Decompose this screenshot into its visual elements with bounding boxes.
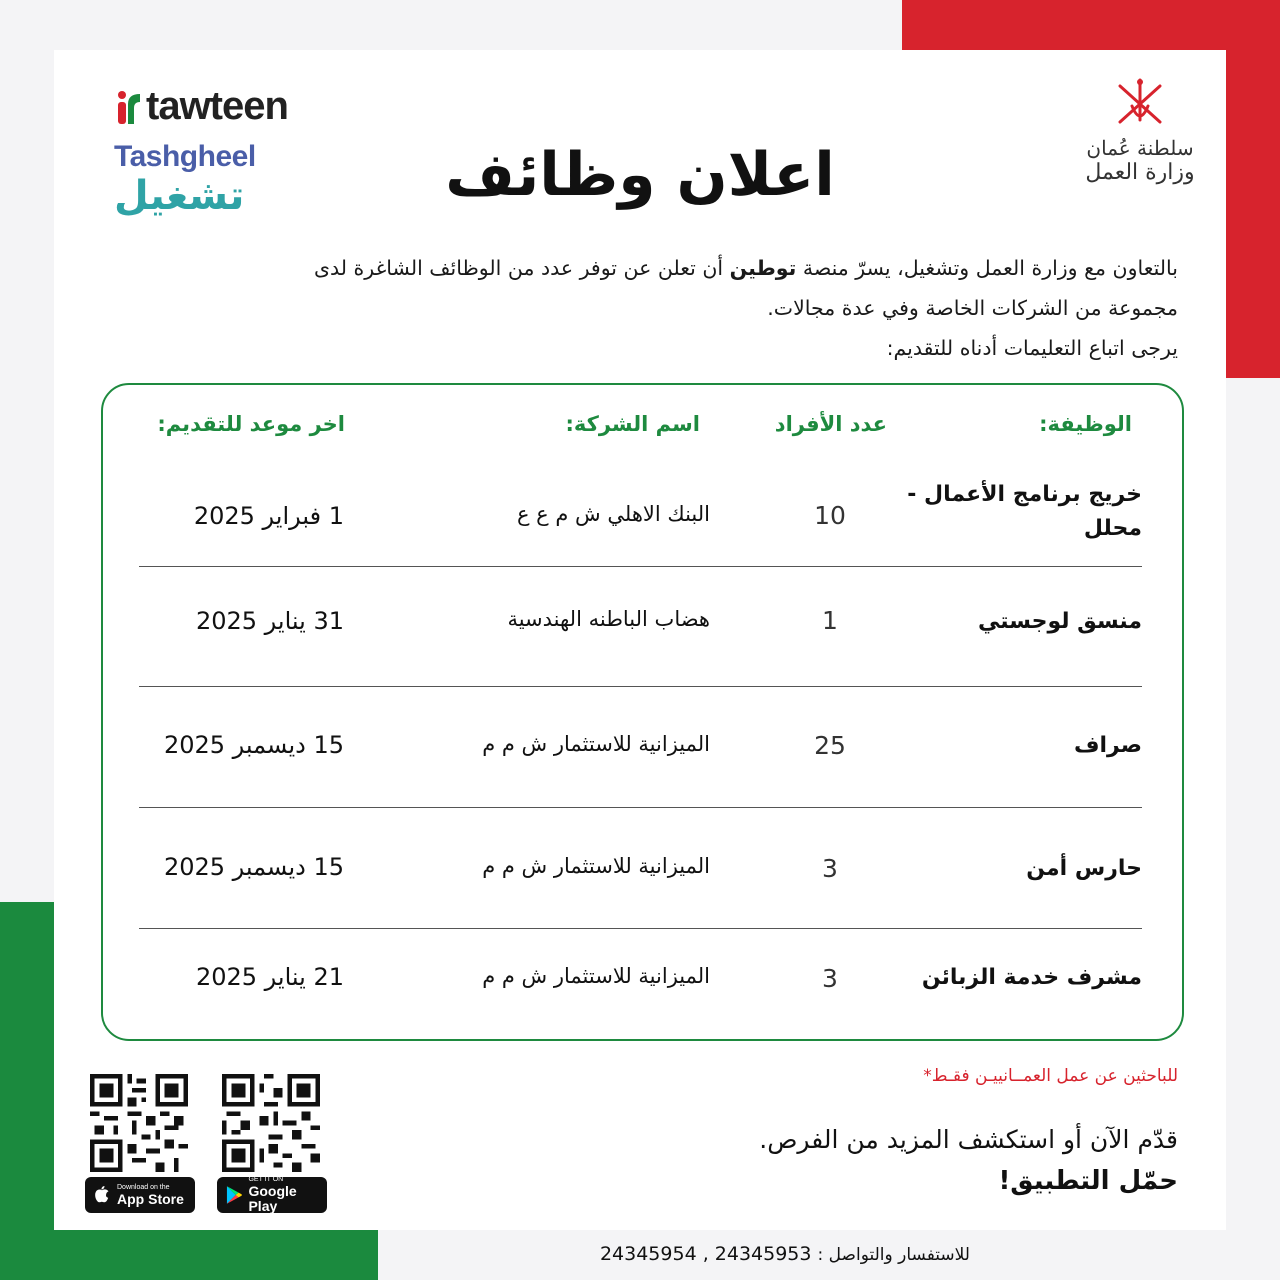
header-count: عدد الأفراد [774, 412, 887, 436]
app-store-qr-code[interactable] [90, 1074, 188, 1172]
google-play-button[interactable] [217, 1177, 327, 1213]
header-deadline: اخر موعد للتقديم: [157, 412, 345, 436]
intro-line-2: مجموعة من الشركات الخاصة وفي عدة مجالات. [767, 296, 1178, 320]
row-2-count: 1 [822, 606, 838, 635]
header-company: اسم الشركة: [565, 412, 700, 436]
row-2-job: منسق لوجستي [977, 609, 1142, 634]
tashgheel-wordmark-ar: تشغيل [114, 173, 245, 219]
row-1-job: خريج برنامج الأعمال - محلل [907, 482, 1142, 541]
intro-line-3: يرجى اتباع التعليمات أدناه للتقديم: [886, 336, 1178, 360]
row-1-count: 10 [814, 501, 846, 530]
row-4-company: الميزانية للاستثمار ش م م [482, 854, 710, 878]
row-5-company: الميزانية للاستثمار ش م م [482, 964, 710, 988]
row-5-deadline: 21 يناير 2025 [195, 963, 344, 991]
ministry-line-sultanate: سلطنة عُمان [1086, 136, 1194, 160]
tawteen-wordmark: tawteen [146, 84, 288, 128]
intro-text-b: أن تعلن عن توفر عدد من الوظائف الشاغرة لدى [313, 256, 730, 280]
row-4-count: 3 [822, 854, 838, 883]
app-store-small-text: Download on the [117, 1183, 170, 1191]
row-4-deadline: 15 ديسمبر 2025 [163, 853, 344, 881]
row-1-deadline: 1 فبراير 2025 [193, 502, 344, 530]
contact-label: للاستفسار والتواصل : [817, 1245, 970, 1265]
tawteen-mark-icon [114, 88, 144, 126]
row-divider [139, 566, 1142, 567]
omani-only-note: للباحثين عن عمل العمــانييـن فقـط* [923, 1066, 1178, 1086]
row-4-job: حارس أمن [1026, 856, 1142, 881]
header-job: الوظيفة: [1039, 412, 1132, 436]
google-play-small-text: GET IT ON [248, 1176, 284, 1183]
intro-text-a: بالتعاون مع وزارة العمل وتشغيل، يسرّ منصة [796, 256, 1178, 280]
row-divider [139, 686, 1142, 687]
ministry-of-labour-logo [1078, 76, 1202, 185]
row-3-deadline: 15 ديسمبر 2025 [163, 731, 344, 759]
contact-numbers: 24345954 , 24345953 [599, 1243, 812, 1265]
contact-info [530, 1243, 970, 1265]
row-1-company: البنك الاهلي ش م ع ع [516, 502, 710, 526]
google-play-icon [225, 1185, 242, 1205]
row-2-deadline: 31 يناير 2025 [195, 607, 344, 635]
row-2-company: هضاب الباطنه الهندسية [507, 607, 710, 631]
app-store-big-text: App Store [117, 1190, 184, 1207]
apple-icon [93, 1185, 111, 1205]
row-3-count: 25 [814, 731, 846, 760]
intro-paragraph [130, 248, 1178, 368]
google-play-qr-code[interactable] [222, 1074, 320, 1172]
download-app-text: حمّل التطبيق! [998, 1166, 1178, 1196]
intro-brand: توطين [729, 256, 797, 280]
cta-text: قدّم الآن أو استكشف المزيد من الفرص. [759, 1125, 1178, 1154]
row-3-company: الميزانية للاستثمار ش م م [482, 732, 710, 756]
tawteen-logo [114, 84, 288, 129]
tashgheel-logo [114, 140, 284, 218]
page-title: اعلان وظائف [445, 140, 835, 210]
ministry-line-labour: وزارة العمل [1085, 160, 1195, 185]
row-3-job: صراف [1073, 733, 1142, 758]
intro-line-1 [130, 248, 1178, 288]
row-divider [139, 928, 1142, 929]
app-store-button[interactable] [85, 1177, 195, 1213]
tashgheel-wordmark-en: Tashgheel [114, 140, 256, 173]
row-5-count: 3 [822, 964, 838, 993]
google-play-big-text: Google Play [248, 1183, 297, 1214]
row-divider [139, 807, 1142, 808]
oman-emblem-icon [1110, 76, 1170, 128]
row-5-job: مشرف خدمة الزبائن [921, 965, 1142, 990]
